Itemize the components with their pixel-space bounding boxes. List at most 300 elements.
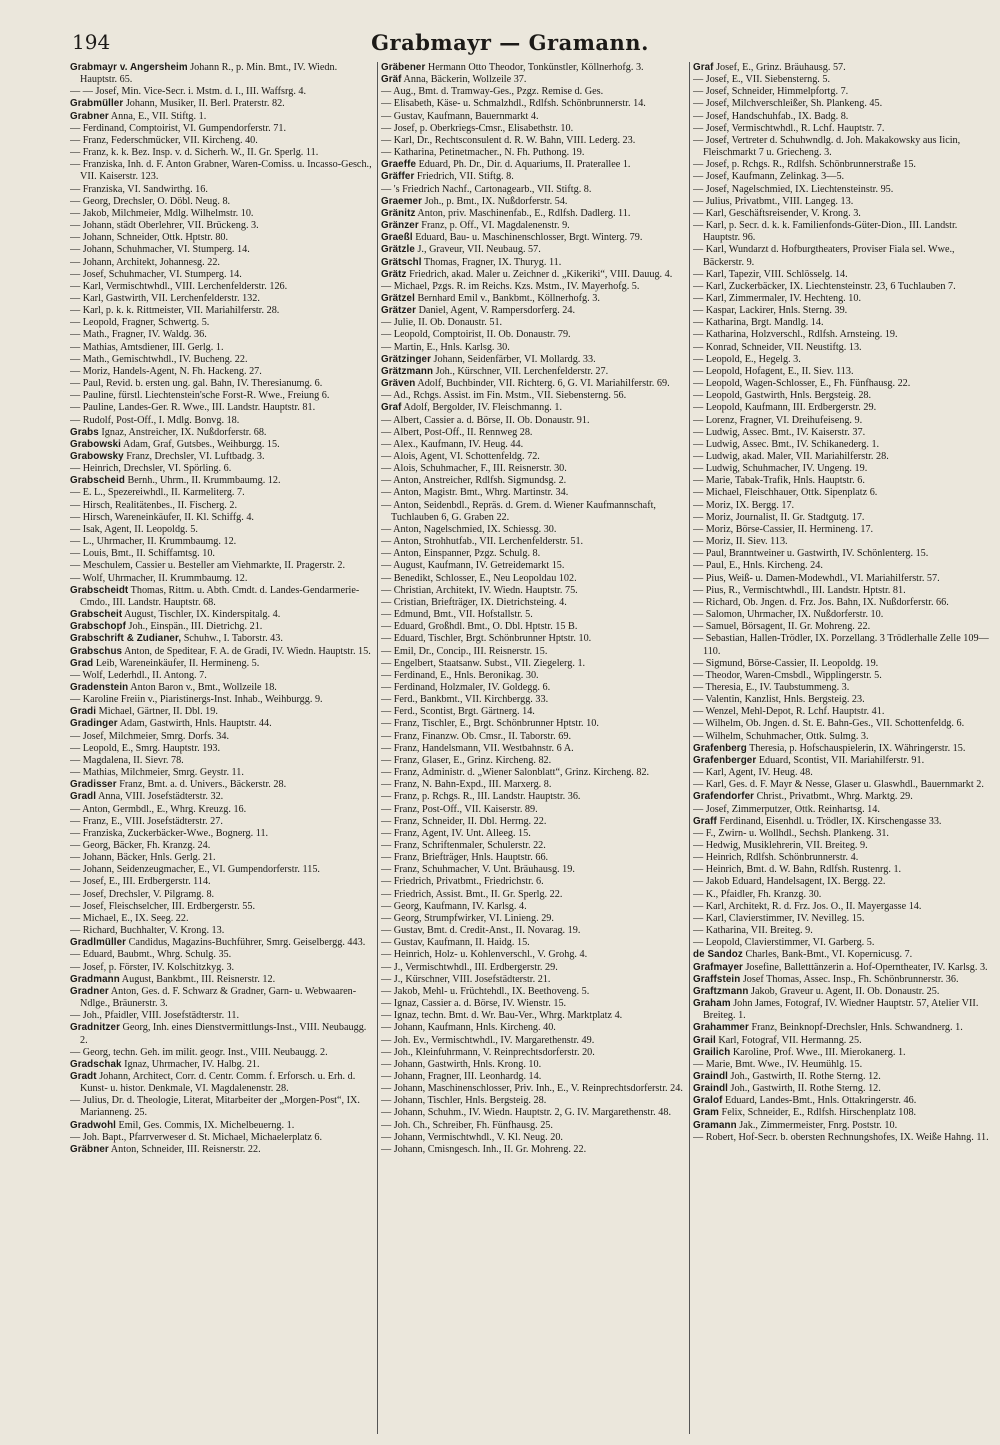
entry-text: — Johann, Tischler, Hnls. Bergsteig. 28. (381, 1095, 547, 1107)
directory-entry (381, 1083, 687, 1095)
entry-text: — Julie, II. Ob. Donaustr. 51. (381, 317, 503, 329)
entry-text: — Marie, Bmt. Wwe., IV. Heumühlg. 15. (693, 1058, 863, 1070)
entry-surname: Grätzer (381, 305, 417, 317)
entry-text: — Ad., Rchgs. Assist. im Fin. Mstm., VII. Siebensterng. 56. (381, 390, 627, 402)
directory-entry (70, 269, 376, 281)
entry-text: — Wolf, Uhrmacher, II. Krummbaumg. 12. (70, 572, 248, 584)
directory-entry (693, 111, 993, 123)
entry-text: — Georg, Bäcker, Fh. Kranzg. 24. (70, 840, 211, 851)
directory-entry (70, 816, 376, 828)
directory-entry (693, 779, 993, 791)
directory-entry (693, 791, 993, 803)
directory-entry (70, 111, 376, 123)
entry-text: — — Josef, Min. Vice-Secr. i. Mstm. d. I., III. Waffsrg. 4. (70, 86, 307, 98)
directory-entry (70, 123, 376, 135)
directory-entry (381, 354, 687, 366)
entry-surname: Gramann (693, 1119, 737, 1131)
directory-entry (381, 378, 687, 390)
entry-text: — Eduard, Großhdl. Bmt., O. Dbl. Hptstr. 15 B. (381, 621, 578, 633)
entry-text: Jak., Zimmermeister, Fnrg. Poststr. 10. (736, 1119, 898, 1131)
entry-surname: Graf (693, 62, 714, 73)
directory-entry (693, 463, 993, 475)
entry-text: — Edmund, Bmt., VII. Hofstallstr. 5. (381, 609, 533, 621)
directory-entry (693, 342, 993, 354)
entry-surname: Grabscheidt (70, 584, 129, 596)
entry-text: — Marie, Tabak-Trafik, Hnls. Hauptstr. 6. (693, 475, 865, 487)
entry-text: Adolf, Buchbinder, VII. Richterg. 6, G. VI. Mariahilferstr. 69. (415, 378, 670, 390)
directory-entry (70, 1047, 376, 1059)
directory-entry (381, 937, 687, 949)
directory-entry (381, 755, 687, 767)
entry-text: — Magdalena, II. Sievr. 78. (70, 754, 184, 766)
directory-entry (70, 415, 376, 427)
directory-entry (70, 743, 376, 755)
directory-entry (693, 220, 993, 244)
directory-entry (70, 1144, 376, 1156)
entry-text: — Robert, Hof-Secr. b. obersten Rechnungshofes, IX. Weiße Hahng. 11. (693, 1131, 989, 1143)
entry-text: Adam, Graf, Gutsbes., Weihburgg. 15. (121, 438, 280, 450)
entry-text: — F., Zwirn- u. Wollhdl., Sechsh. Plankeng. 31. (693, 827, 889, 839)
entry-text: — Anton, Nagelschmied, IX. Schiessg. 30. (381, 523, 557, 535)
entry-surname: Gradlmüller (70, 937, 127, 949)
entry-text: — Emil, Dr., Concip., III. Reisnerstr. 15. (381, 645, 548, 657)
entry-text: — Konrad, Schneider, VII. Neustiftg. 13. (693, 341, 862, 353)
entry-text: — Ludwig, Schuhmacher, IV. Ungeng. 19. (693, 463, 868, 475)
directory-entry (693, 585, 993, 597)
entry-text: Ferdinand, Eisenhdl. u. Trödler, IX. Kirschengasse 33. (716, 815, 942, 827)
entry-surname: Grätz (381, 268, 407, 280)
directory-entry (70, 548, 376, 560)
entry-text: — Joh., Kleinfuhrmann, V. Reinprechtsdorferstr. 20. (381, 1046, 595, 1058)
directory-entry (70, 852, 376, 864)
entry-surname: Grafenberger (693, 754, 757, 766)
entry-text: — Moriz, Journalist, II. Gr. Stadtgutg. 17. (693, 511, 865, 523)
directory-entry (70, 354, 376, 366)
directory-entry (693, 852, 993, 864)
entry-text: — Josef, Drechsler, V. Pilgramg. 8. (70, 888, 215, 900)
directory-entry (70, 451, 376, 463)
directory-entry (70, 1010, 376, 1022)
directory-entry (70, 633, 376, 645)
directory-entry (70, 706, 376, 718)
entry-text: — Anton, Seidenbdl., Repräs. d. Grem. d. Wiener Kaufmannschaft, Tuchlauben 6, G. Graben 22. (381, 499, 656, 523)
directory-entry (693, 560, 993, 572)
entry-surname: Gradenstein (70, 681, 129, 693)
entry-text: — Franz, p. Rchgs. R., III. Landstr. Hauptstr. 36. (381, 791, 581, 803)
entry-surname: Grabmayr v. Angersheim (70, 62, 188, 73)
entry-text: — Wilhelm, Ob. Jngen. d. St. E. Bahn-Ges., VII. Schottenfeldg. 6. (693, 718, 965, 730)
entry-text: — Aug., Bmt. d. Tramway-Ges., Pzgz. Remise d. Ges. (381, 86, 604, 98)
directory-entry (693, 196, 993, 208)
directory-entry (70, 159, 376, 183)
directory-entry (381, 269, 687, 281)
entry-text: — Georg, Drechsler, O. Döbl. Neug. 8. (70, 195, 231, 207)
entry-text: — Julius, Dr. d. Theologie, Literat, Mitarbeiter der „Morgen-Post“, IX. Marianneng. 25. (70, 1095, 360, 1119)
directory-entry (381, 184, 687, 196)
directory-entry (381, 439, 687, 451)
directory-entry (381, 305, 687, 317)
directory-entry (693, 427, 993, 439)
entry-text: Eduard, Scontist, VII. Mariahilferstr. 91. (756, 754, 925, 766)
entry-text: — Johann, Bäcker, Hnls. Gerlg. 21. (70, 852, 216, 864)
directory-entry (381, 427, 687, 439)
directory-entry (381, 548, 687, 560)
entry-text: — Michael, Fleischhauer, Ottk. Sipenplatz 6. (693, 487, 878, 499)
directory-entry (70, 876, 376, 888)
entry-text: — Wolf, Lederhdl., II. Antong. 7. (70, 669, 207, 681)
entry-text: — K., Pfaidler, Fh. Kranzg. 30. (693, 888, 822, 900)
entry-text: — Michael, E., IX. Seeg. 22. (70, 912, 189, 924)
directory-entry (70, 913, 376, 925)
entry-text: — Josef, Fleischselcher, III. Erdbergerstr. 55. (70, 900, 255, 912)
entry-text: — Johann, Fragner, III. Leonhardg. 14. (381, 1070, 542, 1082)
directory-entry (381, 791, 687, 803)
directory-entry (693, 171, 993, 183)
entry-text: — Benedikt, Schlosser, E., Neu Leopoldau 102. (381, 572, 577, 584)
directory-entry (70, 317, 376, 329)
directory-entry (70, 427, 376, 439)
directory-entry (693, 597, 993, 609)
entry-text: — Jakob Eduard, Handelsagent, IX. Bergg. 22. (693, 876, 886, 888)
entry-text: — Paul, Revid. b. ersten ung. gal. Bahn, IV. Theresianumg. 6. (70, 378, 323, 390)
entry-surname: Gräffer (381, 171, 415, 183)
directory-entry (381, 329, 687, 341)
entry-text: — Moriz, Handels-Agent, N. Fh. Hackeng. 27. (70, 365, 262, 377)
directory-entry (70, 658, 376, 670)
entry-surname: Gram (693, 1107, 719, 1119)
directory-entry (693, 135, 993, 159)
entry-text: Joh., Gastwirth, II. Rothe Sterng. 12. (728, 1070, 881, 1082)
directory-entry (381, 597, 687, 609)
entry-text: Daniel, Agent, V. Rampersdorferg. 24. (416, 305, 576, 317)
directory-entry (381, 658, 687, 670)
directory-entry (381, 86, 687, 98)
directory-entry (70, 500, 376, 512)
entry-text: — Ludwig, Assec. Bmt., IV. Kaiserstr. 37. (693, 426, 866, 438)
entry-text: — Leopold, Hofagent, E., II. Siev. 113. (693, 365, 854, 377)
directory-entry (693, 706, 993, 718)
entry-text: Emil, Ges. Commis, IX. Michelbeuerng. 1. (115, 1119, 295, 1131)
entry-text: — Gustav, Bmt. d. Credit-Anst., II. Novarag. 19. (381, 925, 581, 937)
entry-text: — Moriz, II. Siev. 113. (693, 536, 788, 548)
entry-text: — Franz, E., VIII. Josefstädterstr. 27. (70, 815, 223, 827)
entry-text: — Franz, Briefträger, Hnls. Hauptstr. 66. (381, 852, 549, 864)
directory-entry (381, 1059, 687, 1071)
entry-text: Johann, Seidenfärber, VI. Mollardg. 33. (431, 353, 596, 365)
entry-text: Eduard, Ph. Dr., Dir. d. Aquariums, II. Praterallee 1. (416, 159, 631, 171)
directory-entry (693, 925, 993, 937)
directory-entry (70, 98, 376, 110)
entry-text: — Albert, Post-Off., II. Rennweg 28. (381, 426, 533, 438)
directory-entry (70, 864, 376, 876)
entry-text: Thomas, Fragner, IX. Thuryg. 11. (421, 256, 562, 268)
directory-entry (693, 208, 993, 220)
directory-entry (693, 816, 993, 828)
directory-entry (693, 451, 993, 463)
directory-entry (381, 670, 687, 682)
entry-surname: Gräf (381, 74, 402, 86)
entry-text: Anna, VIII. Josefstädterstr. 32. (96, 791, 224, 803)
entry-text: Ignaz, Anstreicher, IX. Nußdorferstr. 68. (98, 426, 267, 438)
directory-entry (693, 949, 993, 961)
entry-text: — Leopold, Comptoirist, II. Ob. Donaustr. 79. (381, 329, 571, 341)
directory-entry (70, 305, 376, 317)
entry-text: — Johann, Cmisngesch. Inh., II. Gr. Mohreng. 22. (381, 1143, 587, 1155)
directory-entry (381, 123, 687, 135)
entry-text: — Franz, Post-Off., VII. Kaiserstr. 89. (381, 803, 538, 815)
directory-entry (70, 609, 376, 621)
entry-text: — Ferd., Scontist, Brgt. Gärtnerg. 14. (381, 706, 535, 718)
directory-entry (70, 281, 376, 293)
directory-entry (693, 475, 993, 487)
entry-text: — Anton, Einspanner, Pzgz. Schulg. 8. (381, 548, 541, 560)
entry-text: — Rudolf, Post-Off., I. Mdlg. Bonvg. 18. (70, 414, 240, 426)
entry-text: — Karl, Dr., Rechtsconsulent d. R. W. Bahn, VIII. Lederg. 23. (381, 134, 636, 146)
entry-surname: Grabschopf (70, 621, 126, 633)
entry-text: — Richard, Ob. Jngen. d. Frz. Jos. Bahn, IX. Nußdorferstr. 66. (693, 596, 949, 608)
directory-entry (693, 937, 993, 949)
directory-entry (693, 767, 993, 779)
entry-text: Thomas, Rittm. u. Abth. Cmdt. d. Landes-Gendarmerie-Cmdo., III. Landstr. Hauptstr. 68. (80, 584, 360, 608)
directory-entry (381, 864, 687, 876)
directory-entry (70, 986, 376, 1010)
directory-entry (693, 658, 993, 670)
directory-entry (381, 718, 687, 730)
entry-text: August, Tischler, IX. Kinderspitalg. 4. (122, 609, 281, 621)
directory-entry (381, 621, 687, 633)
entry-text: — Jakob, Mehl- u. Früchtehdl., IX. Beethoveng. 5. (381, 985, 590, 997)
directory-entry (70, 585, 376, 609)
entry-text: — Wenzel, Mehl-Depot, R. Lchf. Hauptstr. 41. (693, 706, 885, 718)
entry-text: — Johann, Gastwirth, Hnls. Krong. 10. (381, 1058, 542, 1070)
entry-text: — Josef, Zimmerputzer, Ottk. Reinhartsg. 14. (693, 803, 880, 815)
directory-entry (693, 269, 993, 281)
entry-text: — Josef, Milchmeier, Smrg. Dorfs. 34. (70, 730, 229, 742)
directory-entry (381, 779, 687, 791)
directory-entry (381, 913, 687, 925)
entry-text: — Karl, Tapezir, VIII. Schlösselg. 14. (693, 268, 848, 280)
entry-text: — Anton, Magistr. Bmt., Whrg. Martinstr. 34. (381, 487, 569, 499)
directory-entry (381, 633, 687, 645)
directory-entry (381, 804, 687, 816)
entry-text: — Samuel, Börsagent, II. Gr. Mohreng. 22. (693, 621, 871, 633)
directory-entry (381, 74, 687, 86)
entry-text: — Johann, Schneider, Ottk. Hptstr. 80. (70, 232, 229, 244)
directory-entry (381, 171, 687, 183)
directory-entry (693, 743, 993, 755)
entry-text: August, Bankbmt., III. Reisnerstr. 12. (119, 973, 276, 985)
directory-entry (693, 512, 993, 524)
entry-text: — Mathias, Amtsdiener, III. Gerlg. 1. (70, 341, 224, 353)
directory-entry (693, 718, 993, 730)
entry-surname: Gränitz (381, 207, 416, 219)
directory-entry (693, 621, 993, 633)
entry-text: — Ferdinand, Comptoirist, VI. Gumpendorferstr. 71. (70, 122, 286, 134)
entry-surname: Grafendorfer (693, 791, 755, 803)
entry-text: — Alois, Agent, VI. Schottenfeldg. 72. (381, 451, 540, 462)
entry-text: — Franz, Schneider, II. Dbl. Herrng. 22. (381, 815, 547, 827)
entry-text: Franz, p. Off., VI. Magdalenenstr. 9. (418, 220, 570, 232)
directory-entry (381, 500, 687, 524)
entry-text: — Karl, p. k. k. Rittmeister, VII. Mariahilferstr. 28. (70, 305, 280, 317)
entry-text: — Jakob, Milchmeier, Mdlg. Wilhelmstr. 10. (70, 207, 254, 219)
directory-entry (381, 743, 687, 755)
entry-surname: Grabschus (70, 645, 123, 657)
entry-text: — Eduard, Tischler, Brgt. Schönbrunner Hptstr. 10. (381, 633, 592, 645)
entry-text: Bernhard Emil v., Bankbmt., Köllnerhofg. 3. (414, 292, 600, 304)
entry-text: — Leopold, Gastwirth, Hnls. Bergsteig. 28. (693, 390, 872, 402)
directory-entry (381, 876, 687, 888)
entry-text: — Johann, Architekt, Johannesg. 22. (70, 256, 220, 268)
directory-entry (70, 974, 376, 986)
directory-entry (381, 767, 687, 779)
entry-text: — Georg, Kaufmann, IV. Karlsg. 4. (381, 900, 527, 912)
directory-entry (381, 257, 687, 269)
directory-entry (693, 366, 993, 378)
directory-entry (693, 524, 993, 536)
entry-text: — Paul, Branntweiner u. Gastwirth, IV. Schönlenterg. 15. (693, 548, 929, 560)
directory-entry (693, 500, 993, 512)
entry-text: — Franz, N. Bahn-Expd., III. Marxerg. 8. (381, 779, 552, 791)
entry-text: — Hirsch, Wareneinkäufer, II. Kl. Schiffg. 4. (70, 511, 254, 523)
directory-entry (693, 86, 993, 98)
directory-entry (693, 439, 993, 451)
entry-text: — Engelbert, Staatsanw. Subst., VII. Ziegelerg. 1. (381, 657, 586, 669)
entry-text: — Leopold, Clavierstimmer, VI. Garberg. 5. (693, 937, 875, 949)
directory-entry (693, 402, 993, 414)
entry-text: — Gustav, Kaufmann, Bauernmarkt 4. (381, 110, 539, 122)
directory-entry (381, 390, 687, 402)
directory-entry (381, 852, 687, 864)
entry-text: — Josef, Nagelschmied, IX. Liechtensteinstr. 95. (693, 183, 894, 195)
directory-entry (381, 998, 687, 1010)
entry-surname: Gradwohl (70, 1119, 116, 1131)
directory-entry (70, 804, 376, 816)
directory-entry (70, 791, 376, 803)
entry-text: — Moriz, IX. Bergg. 17. (693, 499, 795, 511)
entry-text: — Josef, Vertreter d. Schuhwndlg. d. Joh. Makakowsky aus Iicin, Fleischmarkt 7 u. Griecheng. 3. (693, 134, 961, 159)
entry-text: — Ludwig, Assec. Bmt., IV. Schikanederg. 1. (693, 438, 880, 450)
entry-text: Josef Thomas, Assec. Insp., Fh. Schönbrunnerstr. 36. (740, 973, 959, 985)
directory-entry (70, 524, 376, 536)
entry-text: Schuhw., I. Taborstr. 43. (181, 633, 283, 645)
entry-text: Leib, Wareneinkäufer, II. Hermineng. 5. (93, 657, 260, 669)
entry-text: — Paul, E., Hnls. Kircheng. 24. (693, 560, 823, 572)
directory-entry (70, 1095, 376, 1119)
entry-text: — Karl, Ges. d. F. Mayr & Nesse, Glaser u. Glaswhdl., Bauernmarkt 2. (693, 779, 984, 791)
entry-text: — Josef, Milchverschleißer, Sh. Plankeng. 45. (693, 98, 883, 110)
entry-text: — Johann, Seidenzeugmacher, E., VI. Gumpendorferstr. 115. (70, 864, 320, 876)
entry-text: — Johann, städt Oberlehrer, VII. Brückeng. 3. (70, 220, 259, 232)
directory-entry (70, 439, 376, 451)
entry-text: — Mathias, Milchmeier, Smrg. Geystr. 11. (70, 767, 244, 779)
directory-entry (70, 779, 376, 791)
entry-text: Christ., Privatbmt., Whrg. Marktg. 29. (754, 791, 913, 803)
entry-surname: Grahammer (693, 1022, 749, 1034)
entry-surname: Grabowski (70, 438, 121, 450)
entry-text: — Wilhelm, Schuhmacher, Ottk. Sulmg. 3. (693, 730, 869, 742)
directory-entry (693, 1035, 993, 1047)
entry-text: — Christian, Architekt, IV. Wiedn. Hauptstr. 75. (381, 584, 578, 596)
entry-surname: Graindl (693, 1070, 728, 1082)
directory-entry (693, 317, 993, 329)
directory-entry (381, 1010, 687, 1022)
directory-entry (70, 1059, 376, 1071)
entry-text: — Franz, Handelsmann, VII. Westbahnstr. 6 A. (381, 742, 574, 754)
directory-entry (693, 633, 993, 657)
entry-text: — Josef, E., III. Erdbergerstr. 114. (70, 876, 211, 888)
directory-entry (693, 840, 993, 852)
directory-entry (70, 573, 376, 585)
directory-entry (693, 573, 993, 585)
entry-text: — Math., Gemischtwhdl., IV. Bucheng. 22. (70, 353, 248, 365)
directory-entry (381, 889, 687, 901)
entry-text: — Karoline Freiin v., Piaristinergs-Inst. Inhab., Weihburgg. 9. (70, 694, 323, 706)
directory-entry (693, 487, 993, 499)
directory-entry (381, 974, 687, 986)
entry-text: — Johann, Schuhm., IV. Wiedn. Hauptstr. 2, G. IV. Margarethenstr. 48. (381, 1107, 671, 1119)
directory-entry (70, 694, 376, 706)
directory-entry (70, 220, 376, 232)
entry-text: — Ferdinand, Holzmaler, IV. Goldegg. 6. (381, 681, 551, 693)
directory-entry (381, 415, 687, 427)
entry-text: Joh., Einspän., III. Dietrichg. 21. (125, 621, 263, 633)
entry-surname: Graf (381, 402, 402, 414)
directory-entry (70, 184, 376, 196)
entry-surname: Grabscheit (70, 609, 123, 621)
entry-text: — Meschulem, Cassier u. Besteller am Viehmarkte, II. Pragerstr. 2. (70, 560, 346, 572)
entry-text: — Alois, Schuhmacher, F., III. Reisnerstr. 30. (381, 463, 567, 475)
entry-surname: Gradschak (70, 1058, 122, 1070)
column-2 (381, 62, 687, 1432)
directory-entry (70, 487, 376, 499)
directory-entry (693, 1083, 993, 1095)
directory-entry (381, 281, 687, 293)
column-divider (689, 62, 690, 1434)
entry-surname: de Sandoz (693, 949, 743, 961)
directory-entry (693, 1022, 993, 1034)
entry-text: — Friedrich, Privatbmt., Friedrichstr. 6. (381, 876, 544, 888)
entry-text: — Johann, Kaufmann, Hnls. Kircheng. 40. (381, 1022, 556, 1034)
entry-text: Charles, Bank-Bmt., VI. Kopernicusg. 7. (742, 949, 913, 961)
entry-text: Georg, Inh. eines Dienstvermittlungs-Inst., VIII. Neubaugg. 2. (80, 1022, 367, 1046)
directory-entry (693, 1120, 993, 1132)
entry-text: — Sebastian, Hallen-Trödler, IX. Porzellang. 3 Trödlerhalle Zelle 109—110. (693, 633, 989, 657)
entry-text: — Franz, Tischler, E., Brgt. Schönbrunner Hptstr. 10. (381, 718, 599, 730)
directory-entry (381, 293, 687, 305)
directory-entry (381, 1022, 687, 1034)
entry-text: — Joh. Ev., Vermischtwhdl., IV. Margarethenstr. 49. (381, 1034, 595, 1046)
entry-text: — Gustav, Kaufmann, II. Haidg. 15. (381, 937, 530, 949)
entry-text: Felix, Schneider, E., Rdlfsh. Hirschenplatz 108. (719, 1107, 917, 1119)
entry-text: — J., Vermischtwhdl., III. Erdbergerstr. 29. (381, 961, 558, 973)
directory-entry (381, 925, 687, 937)
entry-text: Michael, Gärtner, II. Dbl. 19. (96, 706, 218, 718)
directory-entry (693, 244, 993, 268)
entry-text: — Heinrich, Holz- u. Kohlenverschl., V. Grohg. 4. (381, 949, 588, 961)
entry-text: Anton, priv. Maschinenfab., E., Rdlfsh. Dadlerg. 11. (415, 207, 631, 219)
directory-entry (381, 536, 687, 548)
directory-entry (381, 135, 687, 147)
directory-entry (381, 524, 687, 536)
directory-entry (70, 718, 376, 730)
entry-text: — Theresia, E., IV. Taubstummeng. 3. (693, 681, 850, 693)
entry-surname: Graffstein (693, 973, 741, 985)
directory-entry (693, 1132, 993, 1144)
entry-text: — Josef, p. Förster, IV. Kolschitzkyg. 3. (70, 961, 235, 973)
entry-text: — Franz, Schriftenmaler, Schulerstr. 22. (381, 840, 546, 851)
entry-surname: Gradl (70, 791, 97, 803)
